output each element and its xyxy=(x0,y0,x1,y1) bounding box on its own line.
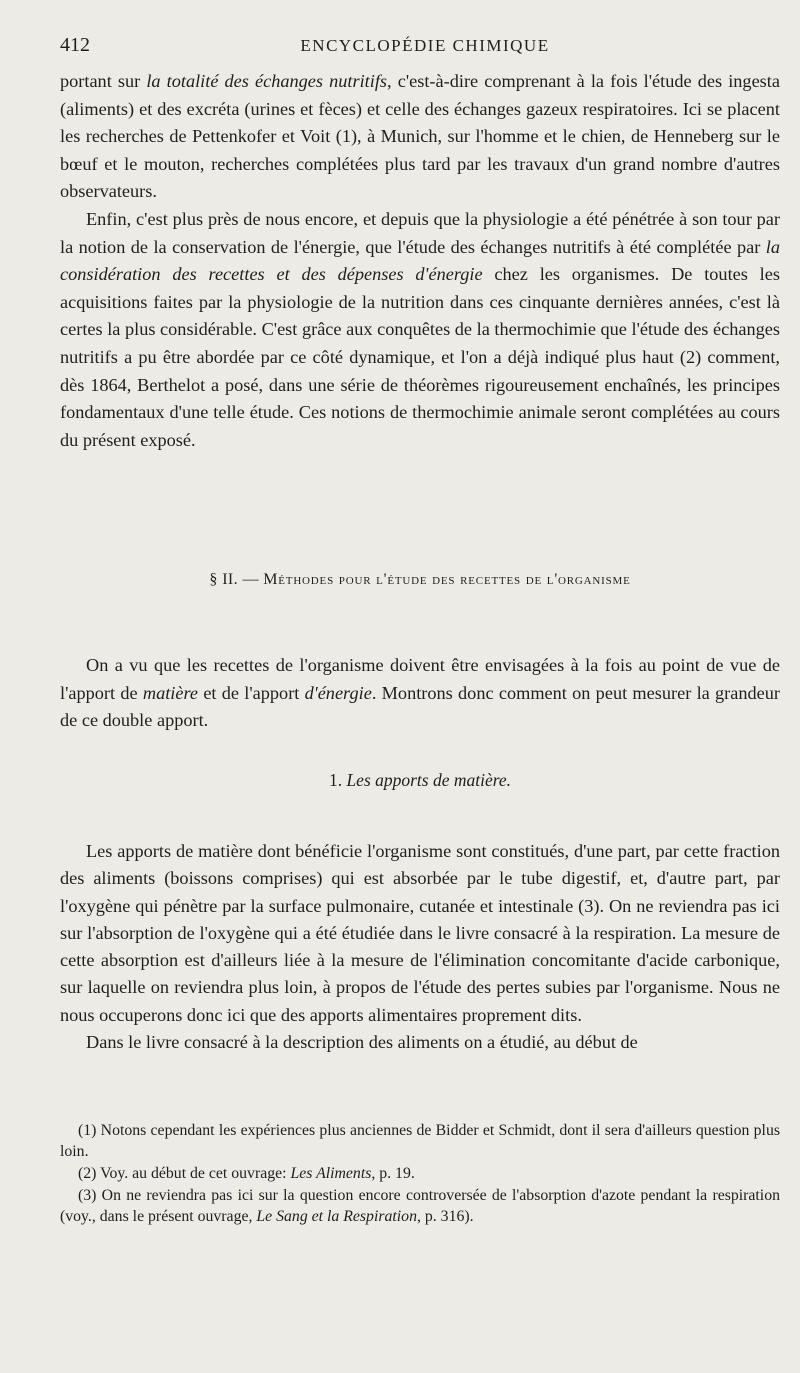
italic-text: Le Sang et la Respiration xyxy=(256,1208,417,1225)
section-heading xyxy=(60,568,780,592)
page-number: 412 xyxy=(60,34,90,56)
section-number: § II. — xyxy=(209,571,264,588)
paragraph xyxy=(60,206,780,454)
section-title: Méthodes pour l'étude des recettes de l'organisme xyxy=(263,571,631,588)
body-text-top xyxy=(60,68,780,454)
text-run: , c'est-à-dire comprenant à la fois l'étude des ingesta (aliments) et des excréta (urines et fèces) et celle des échanges gazeux respiratoires. Ici se placent les recherches de Pettenkofer et Voit (1), à Munich, sur l'homme et le chien, de Henneberg sur le bœuf et le mouton, recherches complétées plus tard par les travaux d'un grand nombre d'autres observateurs. xyxy=(60,71,780,202)
italic-text: la totalité des échanges nutritifs xyxy=(146,71,388,91)
subsection-title: Les apports de matière. xyxy=(346,770,512,790)
italic-text: d'énergie xyxy=(304,682,372,703)
text-run: . Montrons donc comment on peut mesurer la grandeur de ce double apport. xyxy=(60,682,780,731)
italic-text: la considération des recettes et des dépenses d'énergie xyxy=(60,236,780,285)
subsection-number: 1. xyxy=(328,770,347,790)
italic-text: matière xyxy=(142,682,199,703)
footnotes xyxy=(60,1120,780,1228)
body-text-bottom xyxy=(60,838,780,1056)
text-run: chez les organismes. De toutes les acquisitions faites par la physiologie de la nutrition dans ces cinquante dernières années, c'est là certes la plus considérable. C'est grâce aux conquêtes de la thermochimie que l'étude des échanges nutritifs a pu être abordée par ce côté dynamique, et l'on a déjà indiqué plus haut (2) comment, dès 1864, Berthelot a posé, dans une série de théorèmes rigoureusement enchaînés, les principes fondamentaux d'une telle étude. Ces notions de thermochimie animale seront complétées au cours du présent exposé. xyxy=(60,264,780,450)
footnote xyxy=(60,1185,780,1227)
paragraph xyxy=(60,652,780,735)
running-header xyxy=(60,34,780,58)
paragraph: Les apports de matière dont bénéficie l'organisme sont constitués, d'une part, par cette fraction des aliments (boissons comprises) qui est absorbée par le tube digestif, et, d'autre part, par l'oxygène qui pénètre par la surface pulmonaire, cutanée et intestinale (3). On ne reviendra pas ici sur l'absorption de l'oxygène qui a été étudiée dans le livre consacré à la respiration. La mesure de cette absorption est d'ailleurs liée à la mesure de l'élimination concomitante d'acide carbonique, sur laquelle on reviendra plus loin, à propos de l'étude des pertes subies par l'organisme. Nous ne nous occuperons donc ici que des apports alimentaires proprement dits. xyxy=(60,841,780,1025)
text-run: (3) On ne reviendra pas ici sur la question encore controversée de l'absorption d'azote pendant la respiration (voy., dans le présent ouvrage, xyxy=(60,1187,780,1225)
text-run: On a vu que les recettes de l'organisme doivent être envisagées à la fois au point de vue de l'apport de xyxy=(60,655,780,703)
section-intro xyxy=(60,652,780,735)
italic-text: Les Aliments xyxy=(290,1165,372,1182)
paragraph xyxy=(60,68,780,206)
footnote xyxy=(60,1163,780,1184)
footnote: (1) Notons cependant les expériences plus anciennes de Bidder et Schmidt, dont il sera d'ailleurs question plus loin. xyxy=(60,1122,780,1160)
text-run: (2) Voy. au début de cet ouvrage: xyxy=(78,1165,291,1182)
text-run: et de l'apport xyxy=(198,682,305,703)
text-run: Enfin, c'est plus près de nous encore, et depuis que la physiologie a été pénétrée à son tour par la notion de la conservation de l'énergie, que l'étude des échanges nutritifs à été complétée par xyxy=(60,208,780,257)
running-title: ENCYCLOPÉDIE CHIMIQUE xyxy=(300,36,550,55)
paragraph: Dans le livre consacré à la description des aliments on a étudié, au début de xyxy=(86,1032,638,1053)
text-run: , p. 316). xyxy=(416,1208,474,1225)
text-run: , p. 19. xyxy=(371,1165,415,1182)
text-run: portant sur xyxy=(60,71,147,91)
subsection-heading xyxy=(60,768,780,792)
